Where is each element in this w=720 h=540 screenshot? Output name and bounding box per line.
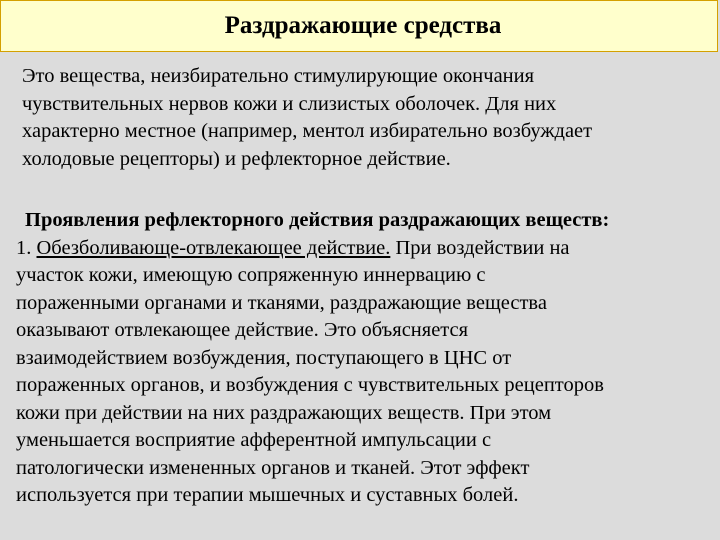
reflex-action-paragraph	[16, 207, 609, 510]
body-line: уменьшается восприятие афферентной импульсации с	[16, 429, 492, 451]
intro-paragraph	[22, 63, 592, 173]
body-line: используется при терапии мышечных и суставных болей.	[16, 484, 519, 506]
intro-line: чувствительных нервов кожи и слизистых оболочек. Для них	[22, 92, 557, 115]
item-number: 1.	[16, 236, 32, 259]
slide-title: Раздражающие средства	[224, 12, 502, 39]
section-heading: Проявления рефлекторного действия раздражающих веществ:	[25, 209, 610, 231]
intro-line: Это вещества, неизбирательно стимулирующие окончания	[22, 65, 535, 87]
intro-line: холодовые рецепторы) и рефлекторное действие.	[22, 147, 451, 170]
body-line: патологически измененных органов и тканей. Этот эффект	[16, 456, 530, 479]
body-line: пораженных органов, и возбуждения с чувствительных рецепторов	[16, 374, 604, 396]
title-bar	[0, 0, 718, 52]
item-title: Обезболивающе-отвлекающее действие.	[36, 236, 391, 259]
item-first-line	[16, 235, 609, 263]
body-line: оказывают отвлекающее действие. Это объясняется	[16, 319, 469, 341]
item-first-line-rest: При воздействии на	[395, 236, 570, 259]
intro-line: характерно местное (например, ментол избирательно возбуждает	[22, 120, 593, 142]
body-line: кожи при действии на них раздражающих веществ. При этом	[16, 401, 552, 424]
body-line: пораженными органами и тканями, раздражающие вещества	[16, 291, 547, 314]
body-line: участок кожи, имеющую сопряженную иннервацию с	[16, 264, 486, 286]
body-line: взаимодействием возбуждения, поступающего в ЦНС от	[16, 346, 512, 369]
